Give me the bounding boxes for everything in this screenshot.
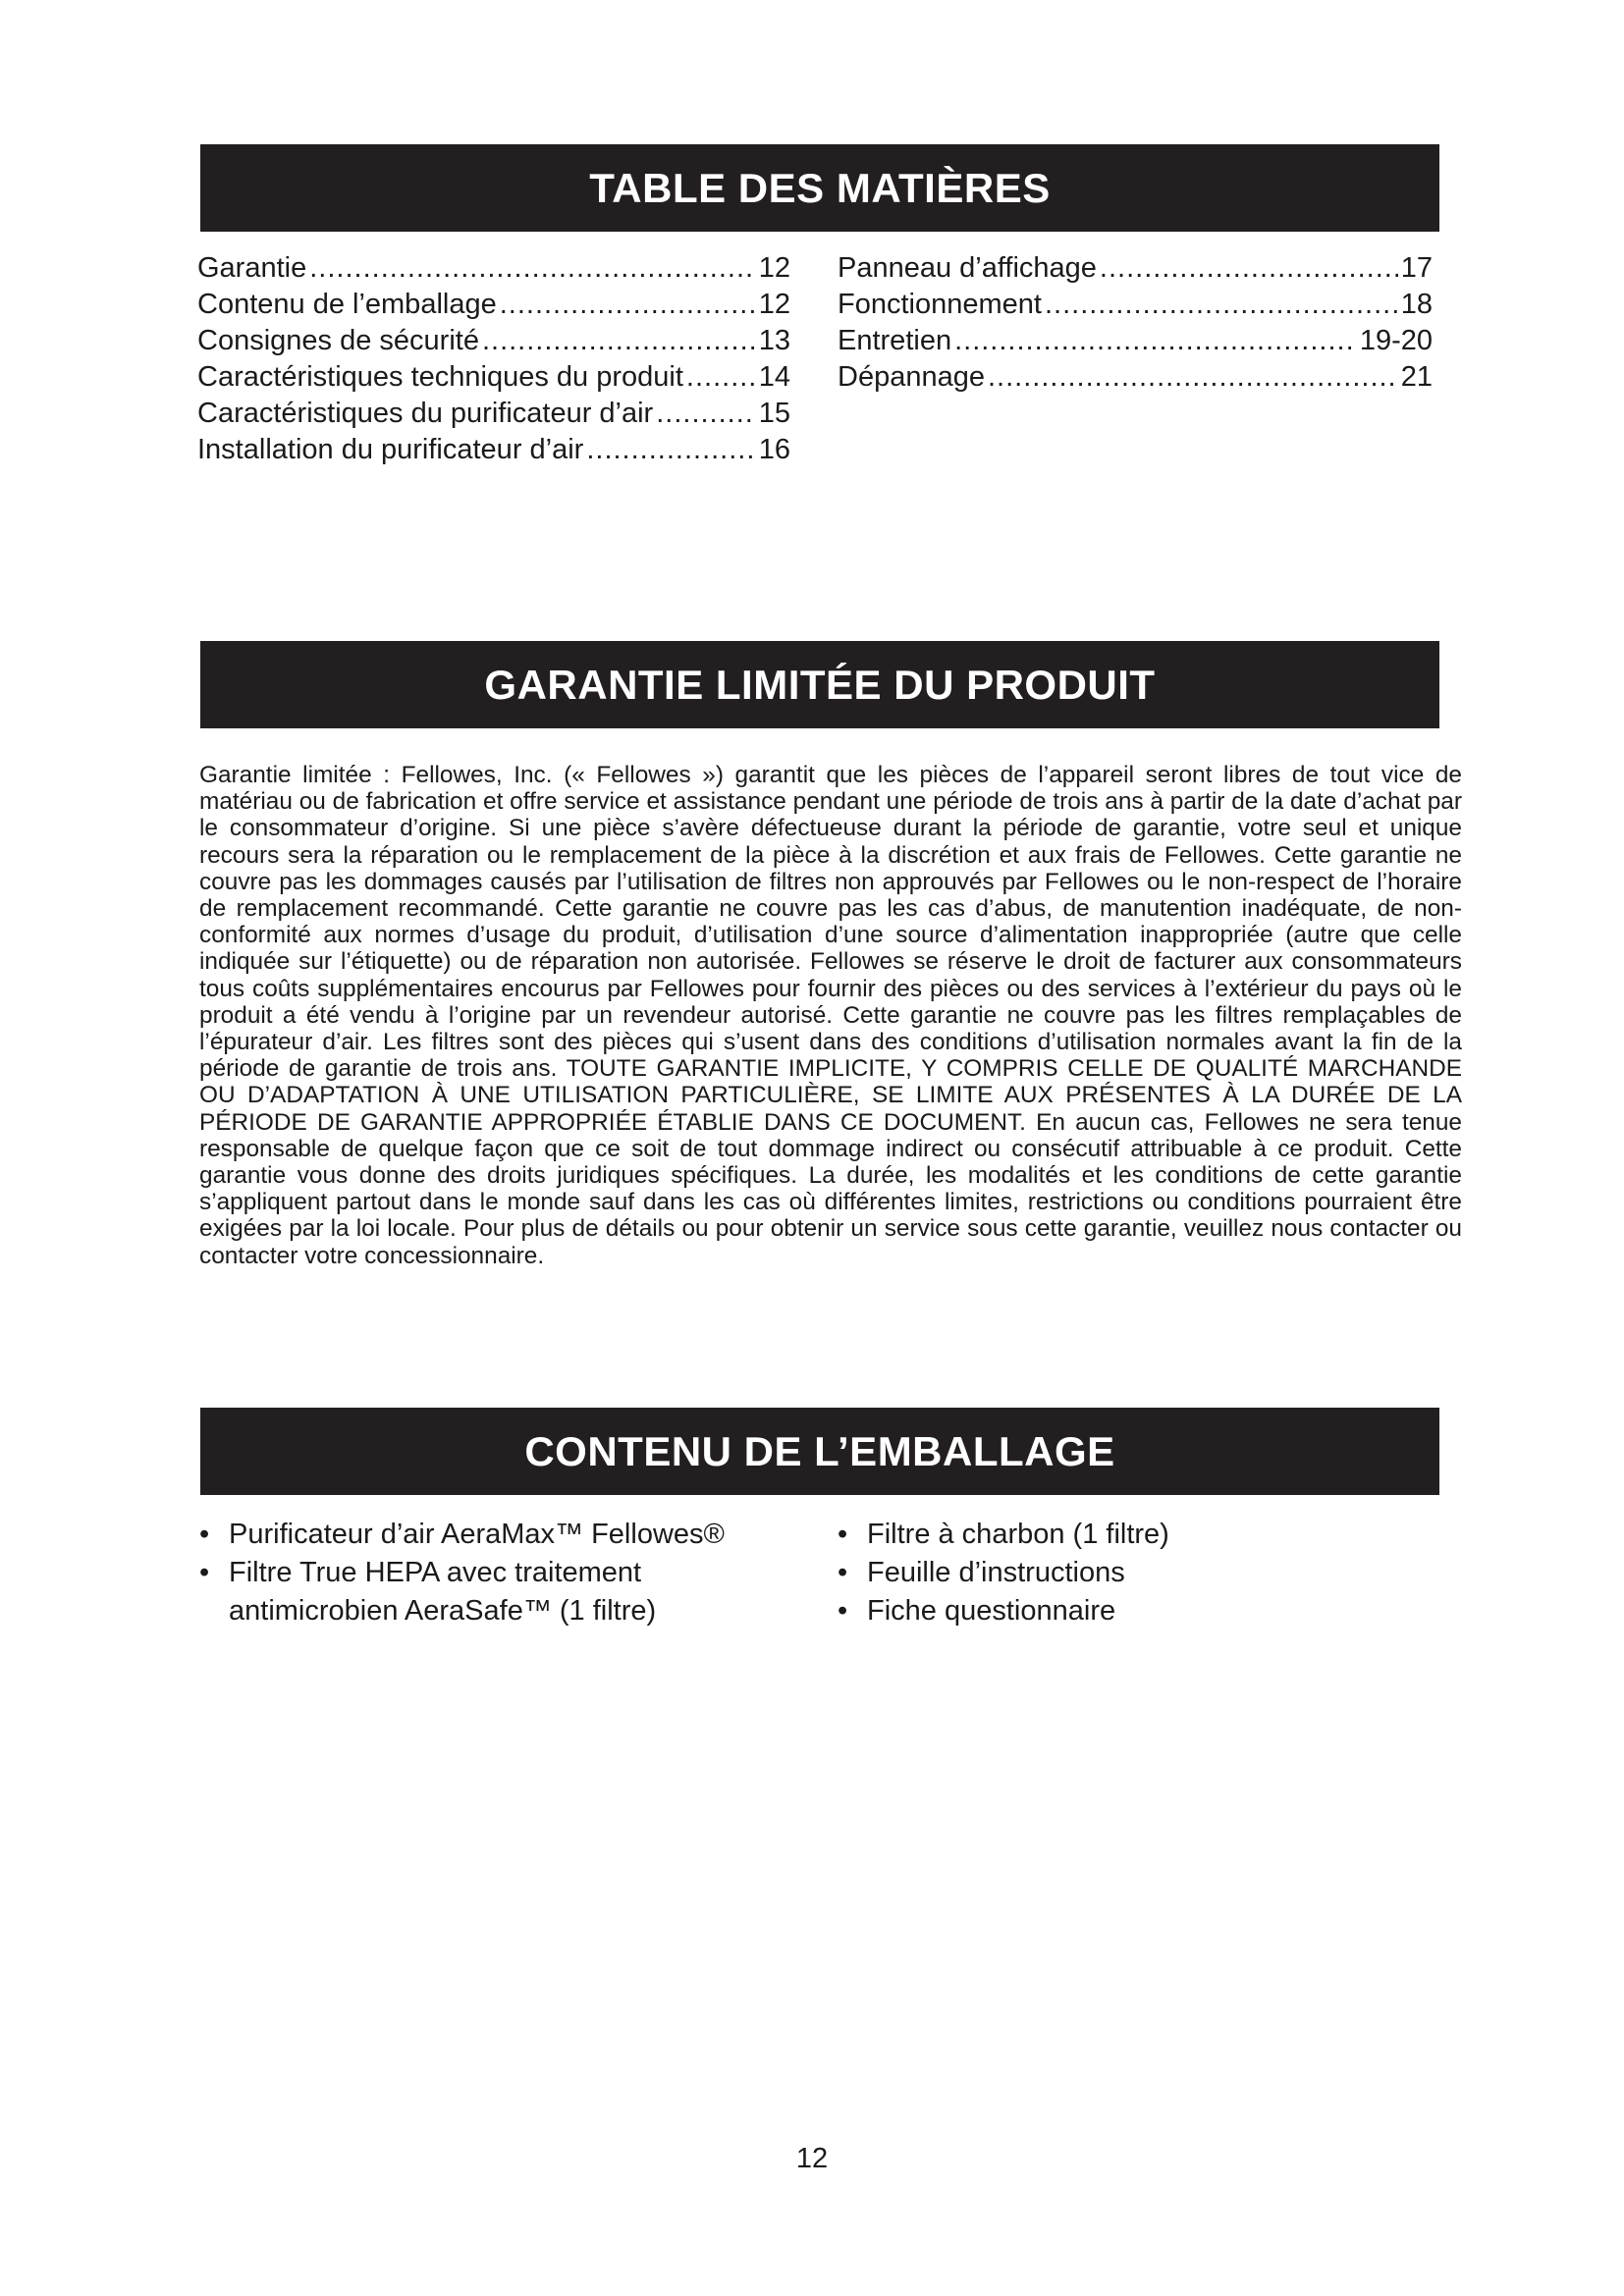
toc-entry[interactable] [197,432,790,468]
toc-leader-dots [686,359,756,396]
toc-leader-dots [500,287,756,323]
toc-leader-dots [309,250,756,287]
list-item [838,1516,1427,1554]
toc-leader-dots [954,323,1357,359]
toc-entry[interactable] [197,359,790,396]
list-item-text: Purificateur d’air AeraMax™ Fellowes® [229,1519,725,1550]
toc-entry-label: Installation du purificateur d’air [197,434,584,465]
page-number: 12 [795,2143,829,2174]
toc-entry-page: 16 [758,434,790,465]
list-item [838,1554,1427,1592]
bullet: • [199,1519,210,1550]
toc-entry[interactable] [197,287,790,323]
toc-entry[interactable] [838,323,1433,359]
toc-entry-label: Consignes de sécurité [197,325,479,356]
toc-leader-dots [1045,287,1398,323]
toc-entry-label: Caractéristiques techniques du produit [197,361,683,393]
toc-entry-page: 17 [1400,252,1433,284]
toc-entry[interactable] [838,359,1433,396]
toc-entry-label: Panneau d’affichage [838,252,1097,284]
toc-entry-page: 15 [758,398,790,429]
toc-leader-dots [482,323,756,359]
toc-entry[interactable] [838,287,1433,323]
toc-entry-label: Garantie [197,252,307,284]
list-item-text: Feuille d’instructions [867,1557,1125,1588]
bullet: • [838,1595,848,1627]
warranty-header: GARANTIE LIMITÉE DU PRODUIT [200,641,1439,728]
package-contents-header: CONTENU DE L’EMBALLAGE [200,1408,1439,1495]
toc-entry[interactable] [197,250,790,287]
list-item-text: Filtre True HEPA avec traitement antimicrobien AeraSafe™ (1 filtre) [229,1557,657,1627]
toc-left-column [197,250,790,468]
toc-entry[interactable] [197,323,790,359]
list-item [199,1554,808,1630]
package-contents-right-list [838,1516,1427,1630]
bullet: • [838,1557,848,1588]
toc-entry-page: 12 [758,289,790,320]
toc-leader-dots [586,432,755,468]
bullet: • [838,1519,848,1550]
toc-entry-label: Dépannage [838,361,985,393]
toc-leader-dots [1100,250,1398,287]
toc-entry-label: Contenu de l’emballage [197,289,497,320]
toc-entry-label: Caractéristiques du purificateur d’air [197,398,654,429]
toc-right-column [838,250,1433,396]
toc-entry-page: 21 [1400,361,1433,393]
toc-entry-page: 12 [758,252,790,284]
toc-entry-page: 13 [758,325,790,356]
toc-entry-page: 18 [1400,289,1433,320]
toc-header: TABLE DES MATIÈRES [200,144,1439,232]
package-contents-left-list [199,1516,808,1630]
warranty-text: Garantie limitée : Fellowes, Inc. (« Fellowes ») garantit que les pièces de l’appareil seront libres de tout vice de matériau ou de fabrication et offre service et assistance pendant une période de trois ans à partir de la date d’achat par le consommateur d’origine. Si une pièce s’avère défectueuse durant la période de garantie, votre seul et unique recours sera la réparation ou le remplacement de la pièce à la discrétion et aux frais de Fellowes. Cette garantie ne couvre pas les dommages causés par l’utilisation de filtres non approuvés par Fellowes ou le non-respect de l’horaire de remplacement recommandé. Cette garantie ne couvre pas les cas d’abus, de manutention inadéquate, de non-conformité aux normes d’usage du produit, d’utilisation d’une source d’alimentation inappropriée (autre que celle indiquée sur l’étiquette) ou de réparation non autorisée. Fellowes se réserve le droit de facturer aux consommateurs tous coûts supplémentaires encourus par Fellowes pour fournir des pièces ou des services à l’extérieur du pays où le produit a été vendu à l’origine par un revendeur autorisé. Cette garantie ne couvre pas les filtres remplaçables de l’épurateur d’air. Les filtres sont des pièces qui s’usent dans des conditions d’utilisation normales avant la fin de la période de garantie de trois ans. TOUTE GARANTIE IMPLICITE, Y COMPRIS CELLE DE QUALITÉ MARCHANDE OU D’ADAPTATION À UNE UTILISATION PARTICULIÈRE, SE LIMITE AUX PRÉSENTES À LA DURÉE DE LA PÉRIODE DE GARANTIE APPROPRIÉE ÉTABLIE DANS CE DOCUMENT. En aucun cas, Fellowes ne sera tenue responsable de quelque façon que ce soit de tout dommage indirect ou consécutif attribuable à ce produit. Cette garantie vous donne des droits juridiques spécifiques. La durée, les modalités et les conditions de cette garantie s’appliquent partout dans le monde sauf dans les cas où différentes limites, restrictions ou conditions pourraient être exigées par la loi locale. Pour plus de détails ou pour obtenir un service sous cette garantie, veuillez nous contacter ou contacter votre concessionnaire. [199,762,1462,1269]
toc-entry-page: 14 [758,361,790,393]
list-item [838,1592,1427,1630]
toc-leader-dots [656,396,756,432]
toc-entry-label: Fonctionnement [838,289,1042,320]
list-item [199,1516,808,1554]
list-item-text: Fiche questionnaire [867,1595,1116,1627]
toc-entry-page: 19-20 [1359,325,1433,356]
list-item-text: Filtre à charbon (1 filtre) [867,1519,1169,1550]
toc-entry[interactable] [838,250,1433,287]
toc-entry[interactable] [197,396,790,432]
toc-leader-dots [988,359,1398,396]
toc-entry-label: Entretien [838,325,952,356]
bullet: • [199,1557,210,1588]
